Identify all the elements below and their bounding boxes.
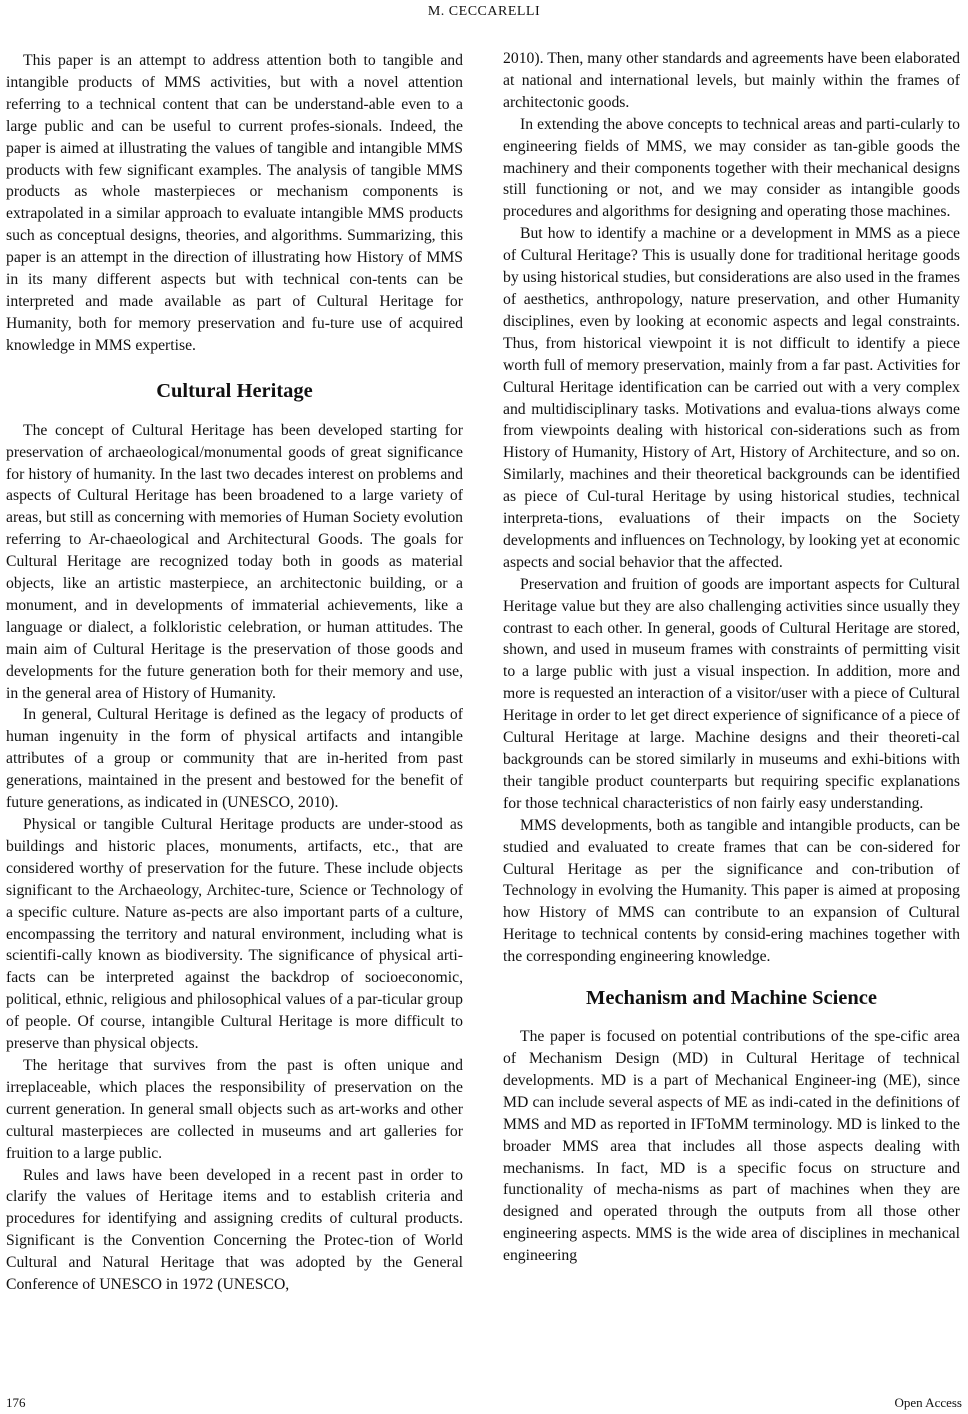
paragraph: Physical or tangible Cultural Heritage products are under-stood as buildings and historic places, monuments, artifacts, etc., that are considered worthy of preservation for the future. These include objects significant to the Archaeology, Architec-ture, Science or Technology of a specific culture. Nature as-pects are also important parts of a culture, encompassing the territory and natural environment, including what is scientifi-cally known as biodiversity. The significance of physical arti-facts can be interpreted against the backdrop of socioeconomic, political, ethnic, religious and philosophical values of a par-ticular group of people. Of course, intangible Cultural Heritage is more difficult to preserve than physical objects.: [6, 816, 463, 1053]
paragraph: In extending the above concepts to technical areas and parti-cularly to engineering fields of MMS, we may consider as tan-gible goods the machinery and their components together with their mechanical designs still functioning or not, and we may consider as intangible goods procedures and algorithms for designing and operating those machines.: [503, 115, 960, 221]
running-head: M. CECCARELLI: [427, 4, 541, 19]
open-access-label: Open Access: [894, 1395, 962, 1410]
paragraph: MMS developments, both as tangible and intangible products, can be studied and evaluated to create frames that can be con-sidered for Cultural Heritage as per the significance and con-tribution of Technology in evolving the Humanity. This paper is aimed at proposing how History of MMS can contribute to an expansion of Cultural Heritage to technical contents by consid-ering machines together with the corresponding engineering knowledge.: [503, 816, 960, 966]
section-title-mms: Mechanism and Machine Science: [586, 987, 877, 1010]
paragraph: The concept of Cultural Heritage has been developed starting for preservation of archaeological/monumental goods of great significance for history of humanity. In the last two decades interest on problems and aspects of Cultural Heritage has been broadened to a large variety of areas, but still as concerning with memories of Human Society evolution referring to Ar-chaeological and Architectural Goods. The goals for Cultural Heritage are recognized today both in goods as material objects, like an artistic masterpiece, an architectonic building, or a monument, and in developments of immaterial achievements, like a language or dialect, a folkloristic celebration, or human attitudes. The main aim of Cultural Heritage is the preservation of those goods and developments for the future generation both for their memory and use, in the general area of History of Humanity.: [6, 421, 464, 702]
right-column: [503, 48, 960, 1267]
section-title-cultural-heritage: Cultural Heritage: [156, 379, 313, 402]
paragraph: But how to identify a machine or a development in MMS as a piece of Cultural Heritage? This is usually done for traditional heritage goods by using historical studies, but considerations are also used in the frames of aesthetics, anthropology, nature preservation, and other Humanity disciplines, even by looking at economic aspects and legal constraints. Thus, from historical viewpoint it is not difficult to identify a piece worth full of memory preservation, mainly from a far past. Activities for Cultural Heritage identification can be carried out with a very complex and multidisciplinary tasks. Motivations and evalua-tions always come from viewpoints dealing with historical con-siderations such as from History of Humanity, History of Art, History of Architecture, and so on. Similarly, machines and their theoretical backgrounds can be identified as piece of Cul-tural Heritage by using historical studies, technical interpreta-tions, evaluations of their impacts on the Society developments and influences on Technology, by looking yet at economic aspects and social behavior that the affected.: [503, 225, 960, 571]
paragraph: The paper is focused on potential contributions of the spe-cific area of Mechanism Design (MD) in Cultural Heritage of technical developments. MD is a part of Mechanical Engineer-ing (ME), since MD can include several aspects of ME as indi-cated in the definitions of MMS and MD as reported in IFToMM terminology. MD is linked to the broader MMS area that includes all those aspects dealing with mechanisms. In fact, MD is a specific focus on structure and functionality of mecha-nisms as part of machines when they are designed and operated through the outputs from all those other engineering aspects. MMS is the wide area of disciplines in mechanical engineering: [503, 1028, 960, 1265]
paragraph: Rules and laws have been developed in a recent past in order to clarify the values of Heritage items and to establish criteria and procedures for identifying and assigning credits of cultural products. Significant is the Convention Concerning the Protec-tion of World Cultural and Natural Heritage that was adopted by the General Conference of UNESCO in 1972 (UNESCO,: [6, 1166, 463, 1294]
left-column: [6, 50, 463, 1296]
intro-paragraph: This paper is an attempt to address attention both to tangible and intangible products of MMS activities, but with a novel attention referring to a technical content that can be understand-able even to a large public and can be useful to current profes-sionals. Indeed, the paper is aimed at illustrating the values of tangible and intangible MMS products with few significant examples. The analysis of tangible MMS products as whole masterpieces or mechanism components is extrapolated in a similar approach to evaluate intangible MMS products such as conceptual designs, theories, and algorithms. Summarizing, this paper is an attempt in the direction of illustrating how History of MMS in its many different aspects but with technical con-tents can be interpreted and made available as part of Cultural Heritage for Humanity, both for memory preservation and fu-ture use of acquired knowledge in MMS expertise.: [6, 52, 463, 354]
paragraph-continuation: 2010). Then, many other standards and agreements have been elaborated at national and international levels, but mainly within the frames of architectonic goods.: [503, 50, 960, 111]
paragraph: The heritage that survives from the past is often unique and irreplaceable, which places the responsibility of preservation on the current generation. In general small objects such as art-works and other cultural masterpieces are collected in museums and art galleries for fruition to a large public.: [6, 1056, 463, 1162]
paragraph: In general, Cultural Heritage is defined as the legacy of products of human ingenuity in the form of physical artifacts and intangible attributes of a group or community that are in-herited from past generations, maintained in the present and bestowed for the benefit of future generations, as indicated in (UNESCO, 2010).: [6, 706, 463, 812]
page-number: 176: [6, 1395, 26, 1410]
paragraph: Preservation and fruition of goods are important aspects for Cultural Heritage value but they are also challenging activities since usually they contrast to each other. In general, goods of Cultural Heritage are stored, shown, and used in museum frames with constraints of permitting visit to a large public with just a visual inspection. In addition, more and more is requested an interaction of a visitor/user with a piece of Cultural Heritage in order to let get direct experience of significance of a piece of Cultural Heritage at large. Machine designs and their theoreti-cal backgrounds can be stored similarly in museums and exhi-bitions with their tangible product counterparts but requiring specific explanations for those technical characteristics of non fairly easy understanding.: [503, 575, 960, 812]
